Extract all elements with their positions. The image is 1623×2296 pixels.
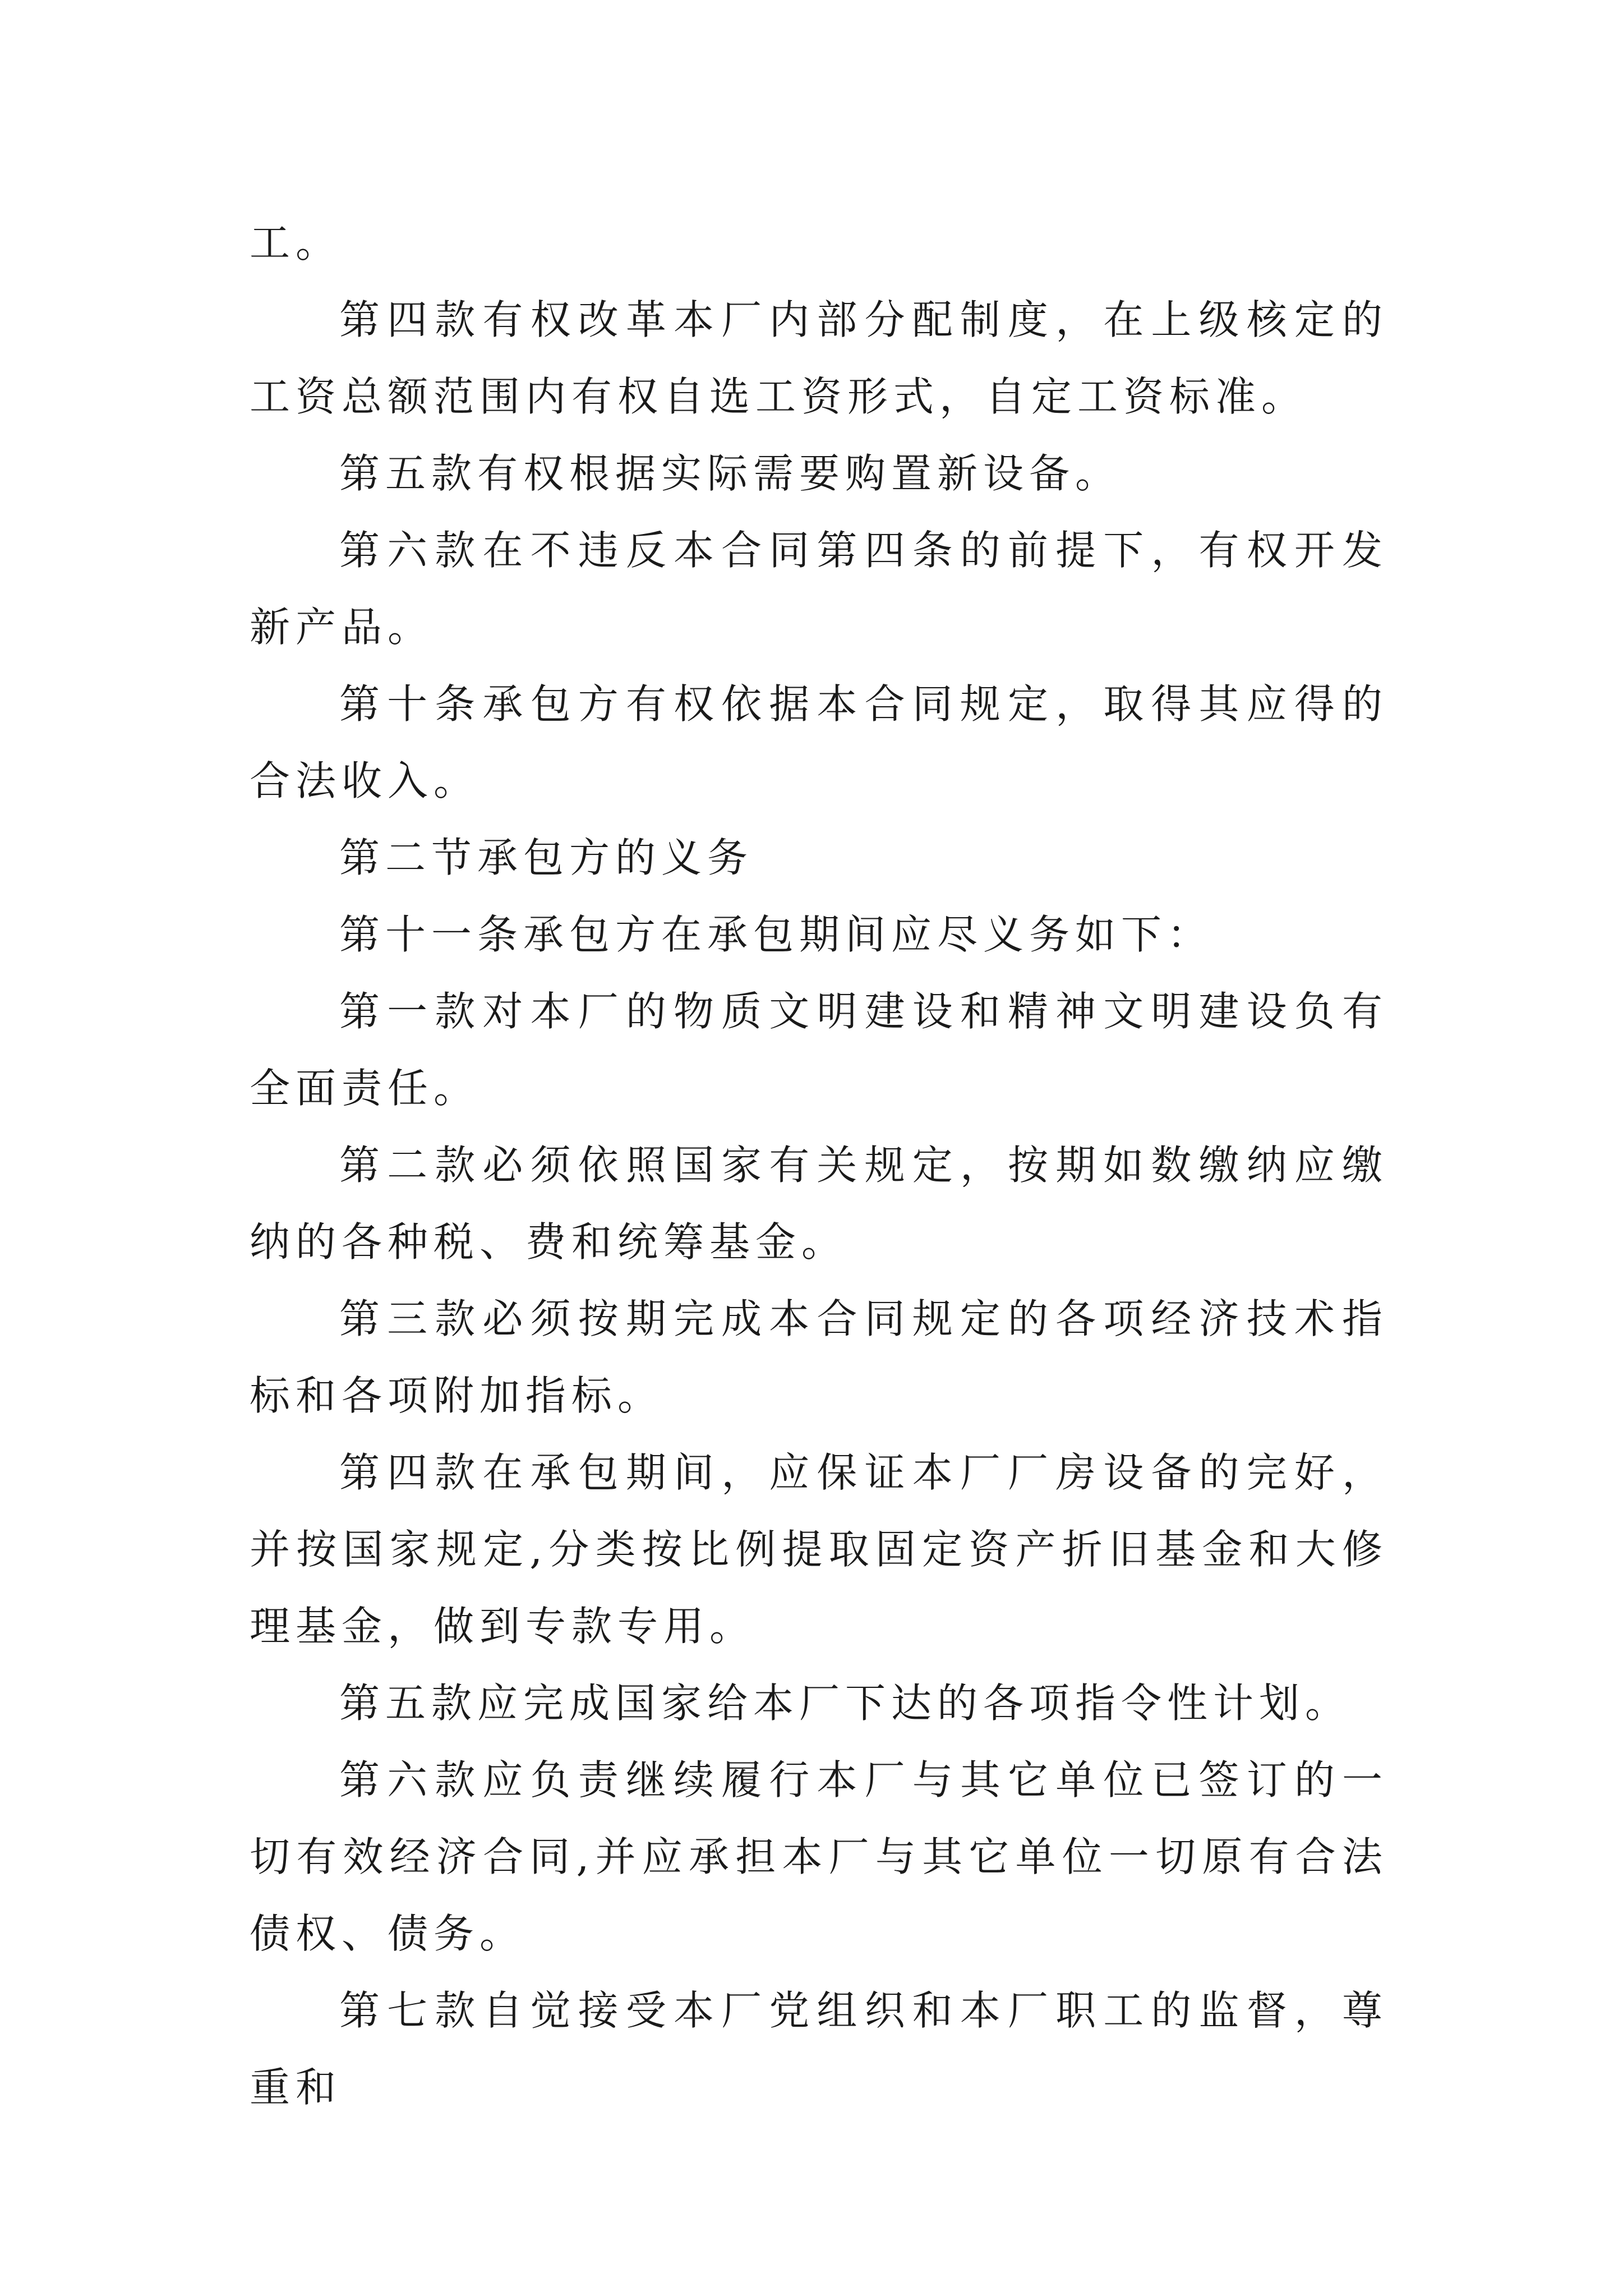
- paragraph-obligation-1: 第一款对本厂的物质文明建设和精神文明建设负有全面责任。: [250, 988, 1388, 1112]
- paragraph-clause-6-products: 第六款在不违反本合同第四条的前提下，有权开发新产品。: [250, 527, 1388, 651]
- paragraph-obligation-4: 第四款在承包期间，应保证本厂厂房设备的完好，并按国家规定,分类按比例提取固定资产折旧基金和大修理基金，做到专款专用。: [250, 1449, 1388, 1650]
- paragraph-obligation-3: 第三款必须按期完成本合同规定的各项经济技术指标和各项附加指标。: [250, 1295, 1388, 1419]
- section-heading-obligations: 第二节承包方的义务: [339, 834, 754, 881]
- paragraph-article-11: 第十一条承包方在承包期间应尽义务如下：: [339, 911, 1214, 958]
- paragraph-article-10: 第十条承包方有权依据本合同规定，取得其应得的合法收入。: [250, 680, 1388, 804]
- paragraph-obligation-7: 第七款自觉接受本厂党组织和本厂职工的监督，尊重和: [250, 1987, 1388, 2111]
- paragraph-clause-5-equipment: 第五款有权根据实际需要购置新设备。: [339, 450, 1122, 497]
- paragraph-continuation: 工。: [250, 219, 342, 266]
- paragraph-obligation-5: 第五款应完成国家给本厂下达的各项指令性计划。: [339, 1680, 1352, 1727]
- paragraph-obligation-2: 第二款必须依照国家有关规定，按期如数缴纳应缴纳的各种税、费和统筹基金。: [250, 1142, 1388, 1266]
- paragraph-clause-4-wage: 第四款有权改革本厂内部分配制度，在上级核定的工资总额范围内有权自选工资形式，自定工资标准。: [250, 296, 1388, 420]
- paragraph-obligation-6: 第六款应负责继续履行本厂与其它单位已签订的一切有效经济合同,并应承担本厂与其它单位一切原有合法债权、债务。: [250, 1756, 1388, 1957]
- document-body: [250, 205, 1388, 2126]
